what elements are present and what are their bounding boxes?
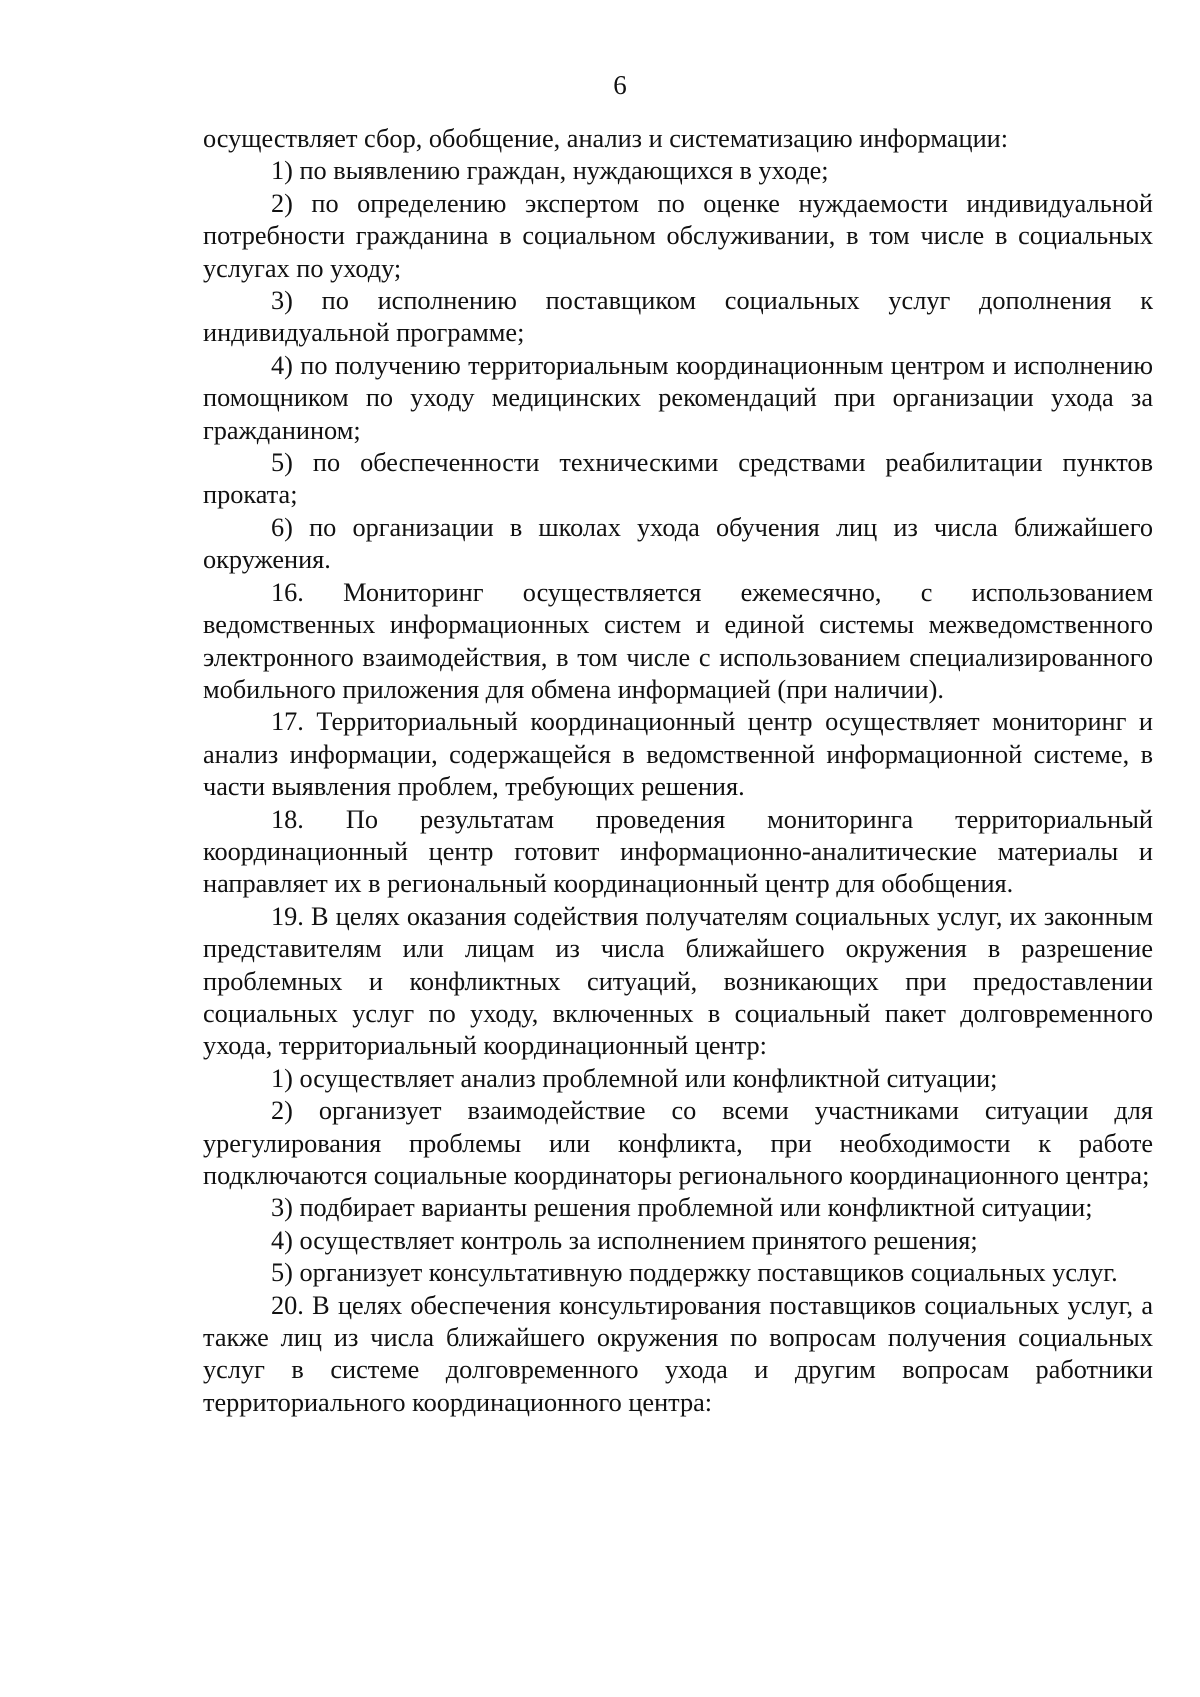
page-number: 6	[613, 70, 627, 100]
clause-20: 20. В целях обеспечения консультирования поставщиков социальных услуг, а также лиц из числа ближайшего окружения по вопросам получения социальных услуг в системе долговременного ухода и другим вопросам работники территориального координационного центра:	[203, 1290, 1153, 1417]
clause-19-item-1: 1) осуществляет анализ проблемной или конфликтной ситуации;	[271, 1063, 998, 1093]
clause-19-item-5: 5) организует консультативную поддержку поставщиков социальных услуг.	[271, 1258, 1118, 1288]
clause-19: 19. В целях оказания содействия получателям социальных услуг, их законным представителям или лицам из числа ближайшего окружения в разрешение проблемных и конфликтных ситуаций, возникающих при предоставлении социальных услуг по уходу, включенных в социальный пакет долговременного ухода, территориальный координационный центр:	[203, 901, 1153, 1061]
list-item-5: 5) по обеспеченности техническими средствами реабилитации пунктов проката;	[203, 448, 1153, 510]
paragraph-intro: осуществляет сбор, обобщение, анализ и систематизацию информации:	[203, 124, 1009, 153]
clause-19-item-3: 3) подбирает варианты решения проблемной или конфликтной ситуации;	[271, 1193, 1093, 1223]
clause-18: 18. По результатам проведения мониторинга территориальный координационный центр готовит информационно-аналитические материалы и направляет их в региональный координационный центр для обобщения.	[203, 804, 1153, 899]
list-item-1: 1) по выявлению граждан, нуждающихся в уходе;	[271, 156, 829, 186]
document-body	[203, 123, 1153, 1419]
list-item-2: 2) по определению экспертом по оценке нуждаемости индивидуальной потребности гражданина в социальном обслуживании, в том числе в социальных услугах по уходу;	[203, 188, 1153, 283]
list-item-4: 4) по получению территориальным координационным центром и исполнению помощником по уходу медицинских рекомендаций при организации ухода за гражданином;	[203, 350, 1153, 445]
clause-19-item-2: 2) организует взаимодействие со всеми участниками ситуации для урегулирования проблемы или конфликта, при необходимости к работе подключаются социальные координаторы регионального координационного центра;	[203, 1096, 1153, 1190]
clause-16: 16. Мониторинг осуществляется ежемесячно, с использованием ведомственных информационных систем и единой системы межведомственного электронного взаимодействия, в том числе с использованием специализированного мобильного приложения для обмена информацией (при наличии).	[203, 577, 1153, 704]
list-item-3: 3) по исполнению поставщиком социальных услуг дополнения к индивидуальной программе;	[203, 286, 1153, 348]
clause-19-item-4: 4) осуществляет контроль за исполнением принятого решения;	[271, 1225, 978, 1255]
list-item-6: 6) по организации в школах ухода обучения лиц из числа ближайшего окружения.	[203, 512, 1153, 575]
clause-17: 17. Территориальный координационный центр осуществляет мониторинг и анализ информации, содержащейся в ведомственной информационной системе, в части выявления проблем, требующих решения.	[203, 707, 1153, 802]
